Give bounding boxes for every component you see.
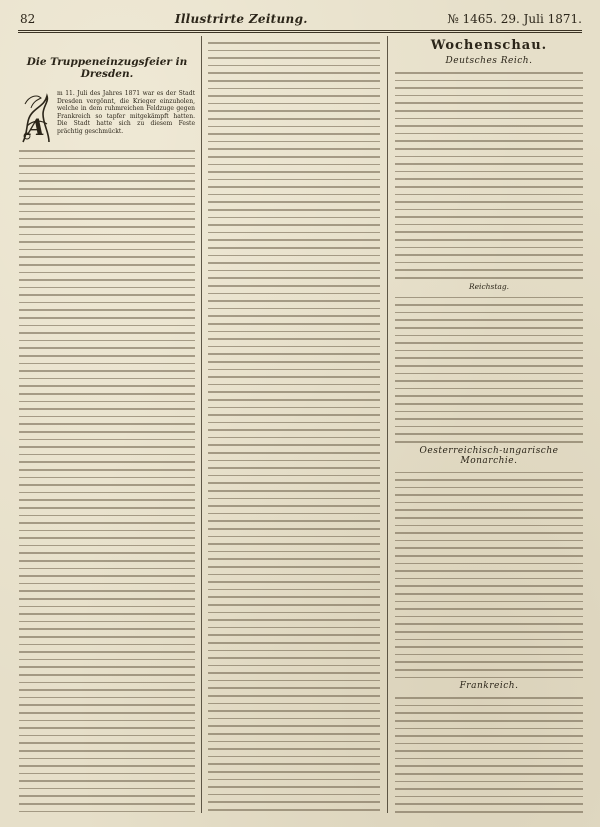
masthead: Illustrirte Zeitung. [174,12,308,26]
page-header [20,8,582,30]
article-body-text-continued [208,42,380,813]
page-number: 82 [20,12,36,26]
section-heading: Frankreich. [459,681,519,692]
issue-info: № 1465. 29. Juli 1871. [447,12,582,26]
column-title: Wochenschau. [430,38,548,53]
header-rule-lower [18,32,582,33]
column-right [395,36,583,813]
column-left [19,36,195,813]
initial-letter: A [27,115,45,141]
section-text [395,297,583,443]
header-rule [18,30,582,31]
subsection-heading: Reichstag. [468,281,510,291]
section-text [395,472,583,679]
article-body-text [19,150,195,813]
column-divider [201,36,202,813]
section-heading: Oesterreichisch-ungarische Monarchie. [419,445,559,466]
lead-paragraph: m 11. Juli des Jahres 1871 war es der Stadt Dresden vergönnt, die Krieger einzuholen, welche in dem ruhmreichen Feldzuge gegen Frankreich so tapfer mitgekämpft hatten. Die Stadt hatte sich zu diesem Feste prächtig geschmückt. [57,90,195,135]
column-middle [208,36,380,813]
column-divider [387,36,388,813]
section-text [395,697,583,813]
article-title: Die Truppeneinzugsfeier in Dresden. [26,56,188,80]
ornamental-initial-a-icon [19,90,53,144]
section-heading: Deutsches Reich. [445,56,533,66]
section-text [395,72,583,279]
article-lead [19,90,195,144]
